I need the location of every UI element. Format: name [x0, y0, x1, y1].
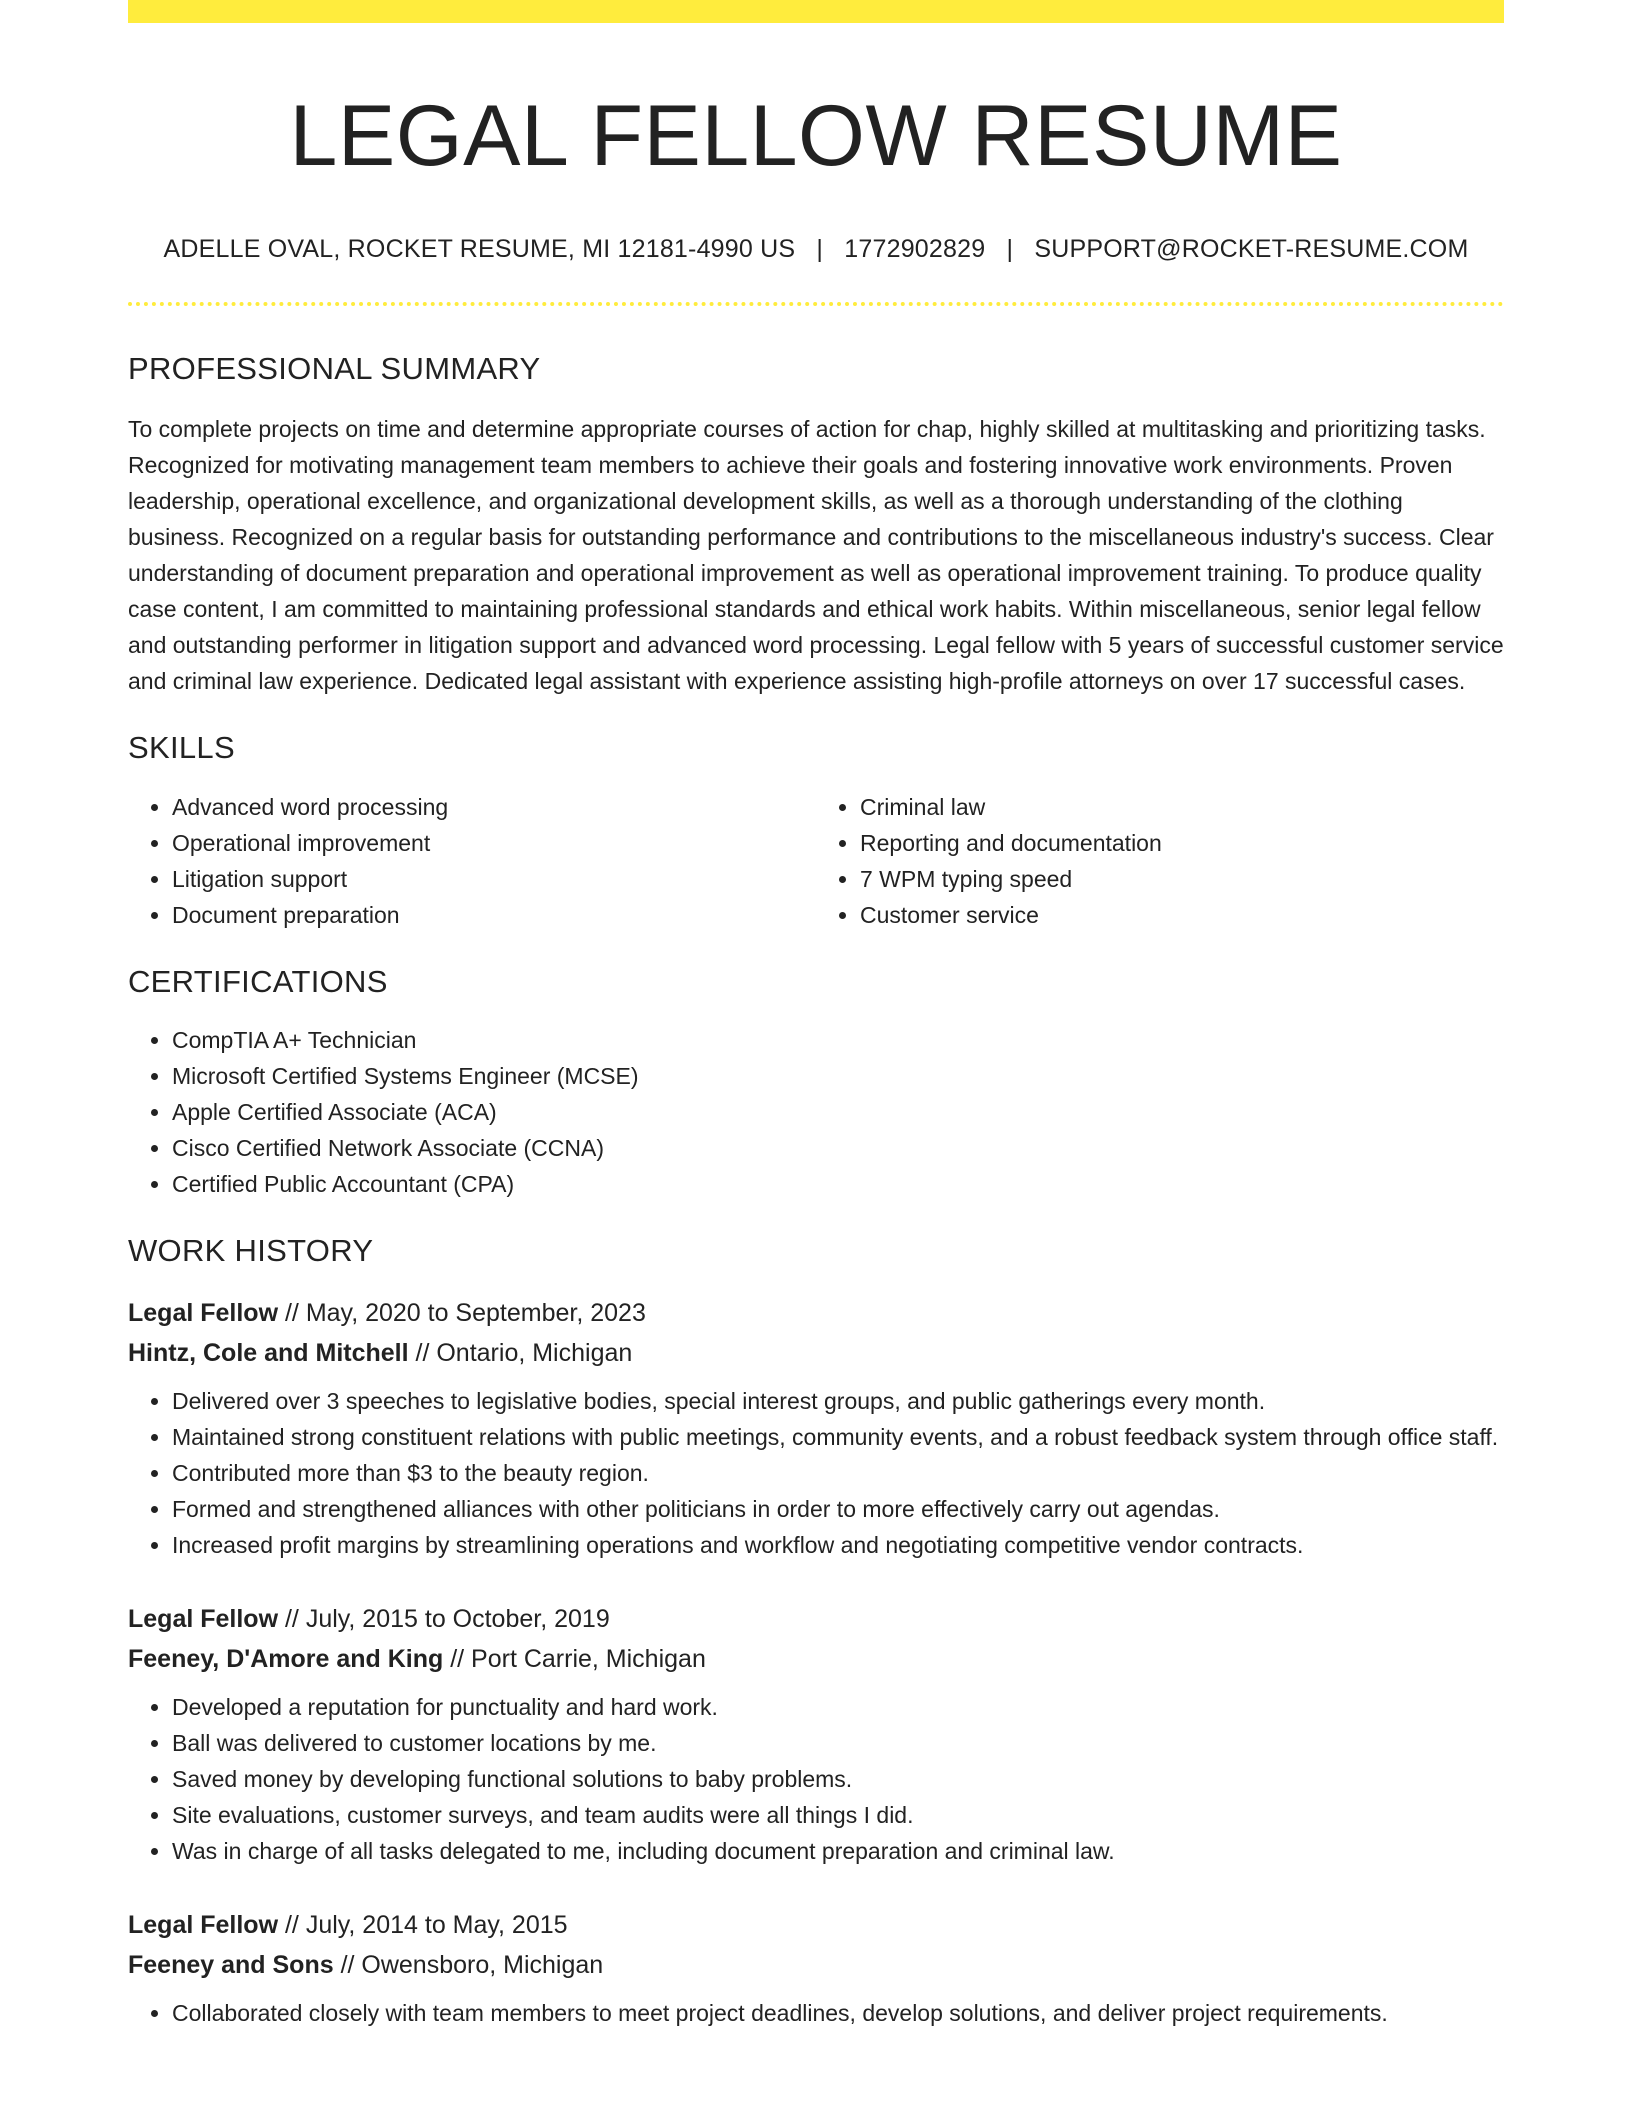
- skill-item: • Document preparation: [172, 897, 816, 933]
- skill-item: • Advanced word processing: [172, 789, 816, 825]
- contact-email: SUPPORT@ROCKET-RESUME.COM: [1034, 235, 1469, 264]
- job-bullet: • Developed a reputation for punctuality and hard work.: [172, 1689, 1504, 1725]
- summary-heading: PROFESSIONAL SUMMARY: [128, 351, 541, 387]
- certification-item: • Microsoft Certified Systems Engineer (MCSE): [172, 1058, 1504, 1094]
- certifications-heading: CERTIFICATIONS: [128, 963, 388, 999]
- header-divider: [128, 302, 1504, 306]
- resume-title: LEGAL FELLOW RESUME: [289, 88, 1343, 184]
- skill-item: • Criminal law: [860, 789, 1504, 825]
- job-bullets: [128, 1689, 1504, 1869]
- job-company-line: [128, 1639, 1504, 1679]
- summary-text: To complete projects on time and determine appropriate courses of action for chap, highly skilled at multitasking and prioritizing tasks. Recognized for motivating management team members to achieve their goals and fostering innovative work environments. Proven leadership, operational excellence, and organizational development skills, as well as a thorough understanding of the clothing business. Recognized on a regular basis for outstanding performance and contributions to the miscellaneous industry's success. Clear understanding of document preparation and operational improvement as well as operational improvement training. To produce quality case content, I am committed to maintaining professional standards and ethical work habits. Within miscellaneous, senior legal fellow and outstanding performer in litigation support and advanced word processing. Legal fellow with 5 years of successful customer service and criminal law experience. Dedicated legal assistant with experience assisting high-profile attorneys on over 17 successful cases.: [128, 416, 1504, 695]
- contact-separator: |: [1006, 235, 1014, 264]
- contact-separator: |: [816, 235, 824, 264]
- contact-line: [128, 234, 1504, 264]
- resume-page: [128, 0, 1504, 2031]
- job-bullet: • Was in charge of all tasks delegated to me, including document preparation and criminal law.: [172, 1833, 1504, 1869]
- job-entry: [128, 1599, 1504, 1869]
- job-company: Feeney and Sons: [128, 1950, 334, 1979]
- job-title-line: [128, 1905, 1504, 1945]
- job-company: Feeney, D'Amore and King: [128, 1644, 444, 1673]
- job-location: // Port Carrie, Michigan: [443, 1644, 706, 1673]
- job-bullets: [128, 1383, 1504, 1563]
- job-bullet: • Site evaluations, customer surveys, and team audits were all things I did.: [172, 1797, 1504, 1833]
- job-role: Legal Fellow: [128, 1604, 279, 1633]
- job-entry: [128, 1293, 1504, 1563]
- skill-item: • Operational improvement: [172, 825, 816, 861]
- top-accent-bar: [128, 0, 1504, 23]
- job-bullet: • Ball was delivered to customer locations by me.: [172, 1725, 1504, 1761]
- certification-item: • Apple Certified Associate (ACA): [172, 1094, 1504, 1130]
- certifications-list: [128, 1022, 1504, 1202]
- skill-item: • 7 WPM typing speed: [860, 861, 1504, 897]
- job-company-line: [128, 1945, 1504, 1985]
- job-role: Legal Fellow: [128, 1298, 279, 1327]
- certification-item: • Cisco Certified Network Associate (CCNA): [172, 1130, 1504, 1166]
- job-bullet: • Delivered over 3 speeches to legislative bodies, special interest groups, and public gatherings every month.: [172, 1383, 1504, 1419]
- job-bullet: • Contributed more than $3 to the beauty region.: [172, 1455, 1504, 1491]
- contact-phone: 1772902829: [844, 235, 986, 264]
- skills-heading: SKILLS: [128, 730, 235, 766]
- skill-item: • Reporting and documentation: [860, 825, 1504, 861]
- job-title-line: [128, 1293, 1504, 1333]
- job-bullet: • Maintained strong constituent relations with public meetings, community events, and a robust feedback system through office staff.: [172, 1419, 1504, 1455]
- job-location: // Owensboro, Michigan: [333, 1950, 604, 1979]
- certification-item: • CompTIA A+ Technician: [172, 1022, 1504, 1058]
- certification-item: • Certified Public Accountant (CPA): [172, 1166, 1504, 1202]
- job-bullets: [128, 1995, 1504, 2031]
- job-company: Hintz, Cole and Mitchell: [128, 1338, 409, 1367]
- contact-address: ADELLE OVAL, ROCKET RESUME, MI 12181-4990 US: [163, 235, 796, 264]
- job-role: Legal Fellow: [128, 1910, 279, 1939]
- job-dates: // May, 2020 to September, 2023: [278, 1298, 646, 1327]
- skill-item: • Litigation support: [172, 861, 816, 897]
- skill-item: • Customer service: [860, 897, 1504, 933]
- skills-column-left: [128, 789, 816, 933]
- skills-list: [128, 789, 1504, 933]
- job-bullet: • Formed and strengthened alliances with other politicians in order to more effectively carry out agendas.: [172, 1491, 1504, 1527]
- work-history-heading: WORK HISTORY: [128, 1232, 374, 1268]
- job-bullet: • Collaborated closely with team members to meet project deadlines, develop solutions, and deliver project requirements.: [172, 1995, 1504, 2031]
- job-dates: // July, 2015 to October, 2019: [278, 1604, 610, 1633]
- job-location: // Ontario, Michigan: [408, 1338, 633, 1367]
- job-bullet: • Increased profit margins by streamlining operations and workflow and negotiating competitive vendor contracts.: [172, 1527, 1504, 1563]
- job-entry: [128, 1905, 1504, 2031]
- job-bullet: • Saved money by developing functional solutions to baby problems.: [172, 1761, 1504, 1797]
- job-dates: // July, 2014 to May, 2015: [278, 1910, 568, 1939]
- skills-column-right: [816, 789, 1504, 933]
- job-company-line: [128, 1333, 1504, 1373]
- job-title-line: [128, 1599, 1504, 1639]
